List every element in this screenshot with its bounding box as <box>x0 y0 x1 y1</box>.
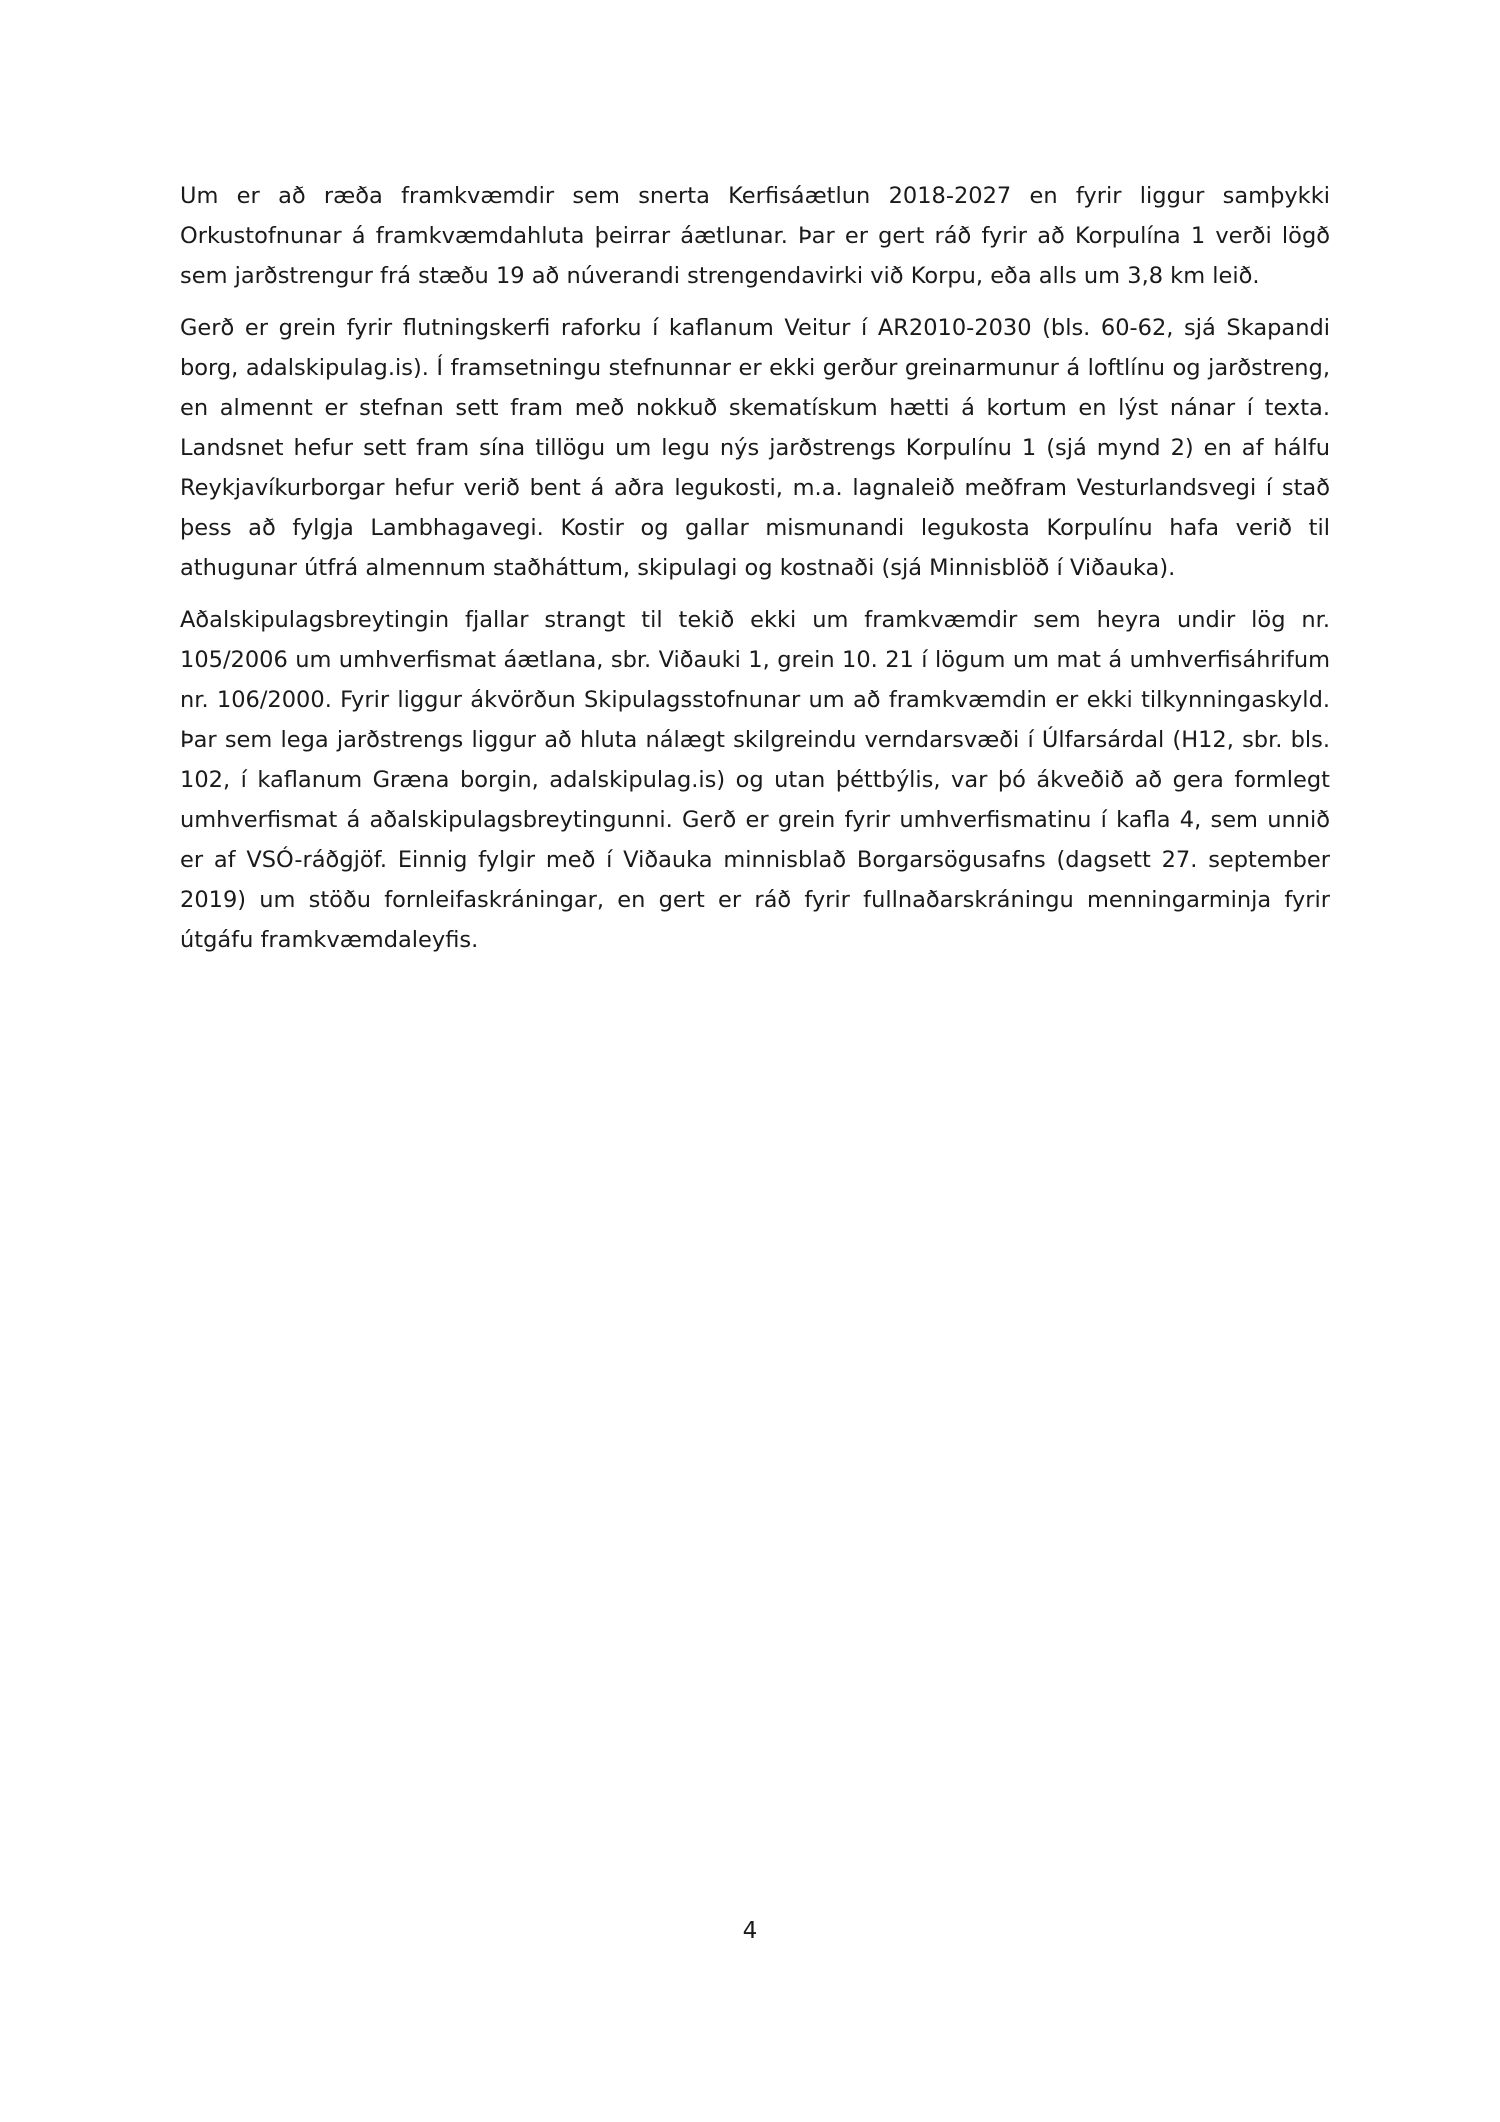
page-number: 4 <box>742 1918 758 1944</box>
paragraph-framkvaemdir: Um er að ræða framkvæmdir sem snerta Kerfisáætlun 2018-2027 en fyrir liggur samþykki Orkustofnunar á framkvæmdahluta þeirrar áætlunar. Þar er gert ráð fyrir að Korpulína 1 verði lögð sem jarðstrengur frá stæðu 19 að núverandi strengendavirki við Korpu, eða alls um 3,8 km leið. <box>180 183 1330 289</box>
paragraph-adalskipulagsbreyting: Aðalskipulagsbreytingin fjallar strangt til tekið ekki um framkvæmdir sem heyra undir lög nr. 105/2006 um umhverfismat áætlana, sbr. Viðauki 1, grein 10. 21 í lögum um mat á umhverfisáhrifum nr. 106/2000. Fyrir liggur ákvörðun Skipulagsstofnunar um að framkvæmdin er ekki tilkynningaskyld. Þar sem lega jarðstrengs liggur að hluta nálægt skilgreindu verndarsvæði í Úlfarsárdal (H12, sbr. bls. 102, í kaflanum Græna borgin, adalskipulag.is) og utan þéttbýlis, var þó ákveðið að gera formlegt umhverfismat á aðalskipulagsbreytingunni. Gerð er grein fyrir umhverfismatinu í kafla 4, sem unnið er af VSÓ-ráðgjöf. Einnig fylgir með í Viðauka minnisblað Borgarsögusafns (dagsett 27. september 2019) um stöðu fornleifaskráningar, en gert er ráð fyrir fullnaðarskráningu menningarminja fyrir útgáfu framkvæmdaleyfis. <box>180 607 1330 953</box>
paragraph-flutningskerfi: Gerð er grein fyrir flutningskerfi raforku í kaflanum Veitur í AR2010-2030 (bls. 60-62, sjá Skapandi borg, adalskipulag.is). Í framsetningu stefnunnar er ekki gerður greinarmunur á loftlínu og jarðstreng, en almennt er stefnan sett fram með nokkuð skematískum hætti á kortum en lýst nánar í texta. Landsnet hefur sett fram sína tillögu um legu nýs jarðstrengs Korpulínu 1 (sjá mynd 2) en af hálfu Reykjavíkurborgar hefur verið bent á aðra legukosti, m.a. lagnaleið meðfram Vesturlandsvegi í stað þess að fylgja Lambhagavegi. Kostir og gallar mismunandi legukosta Korpulínu hafa verið til athugunar útfrá almennum staðháttum, skipulagi og kostnaði (sjá Minnisblöð í Viðauka). <box>180 315 1330 581</box>
body-text <box>180 176 1330 972</box>
